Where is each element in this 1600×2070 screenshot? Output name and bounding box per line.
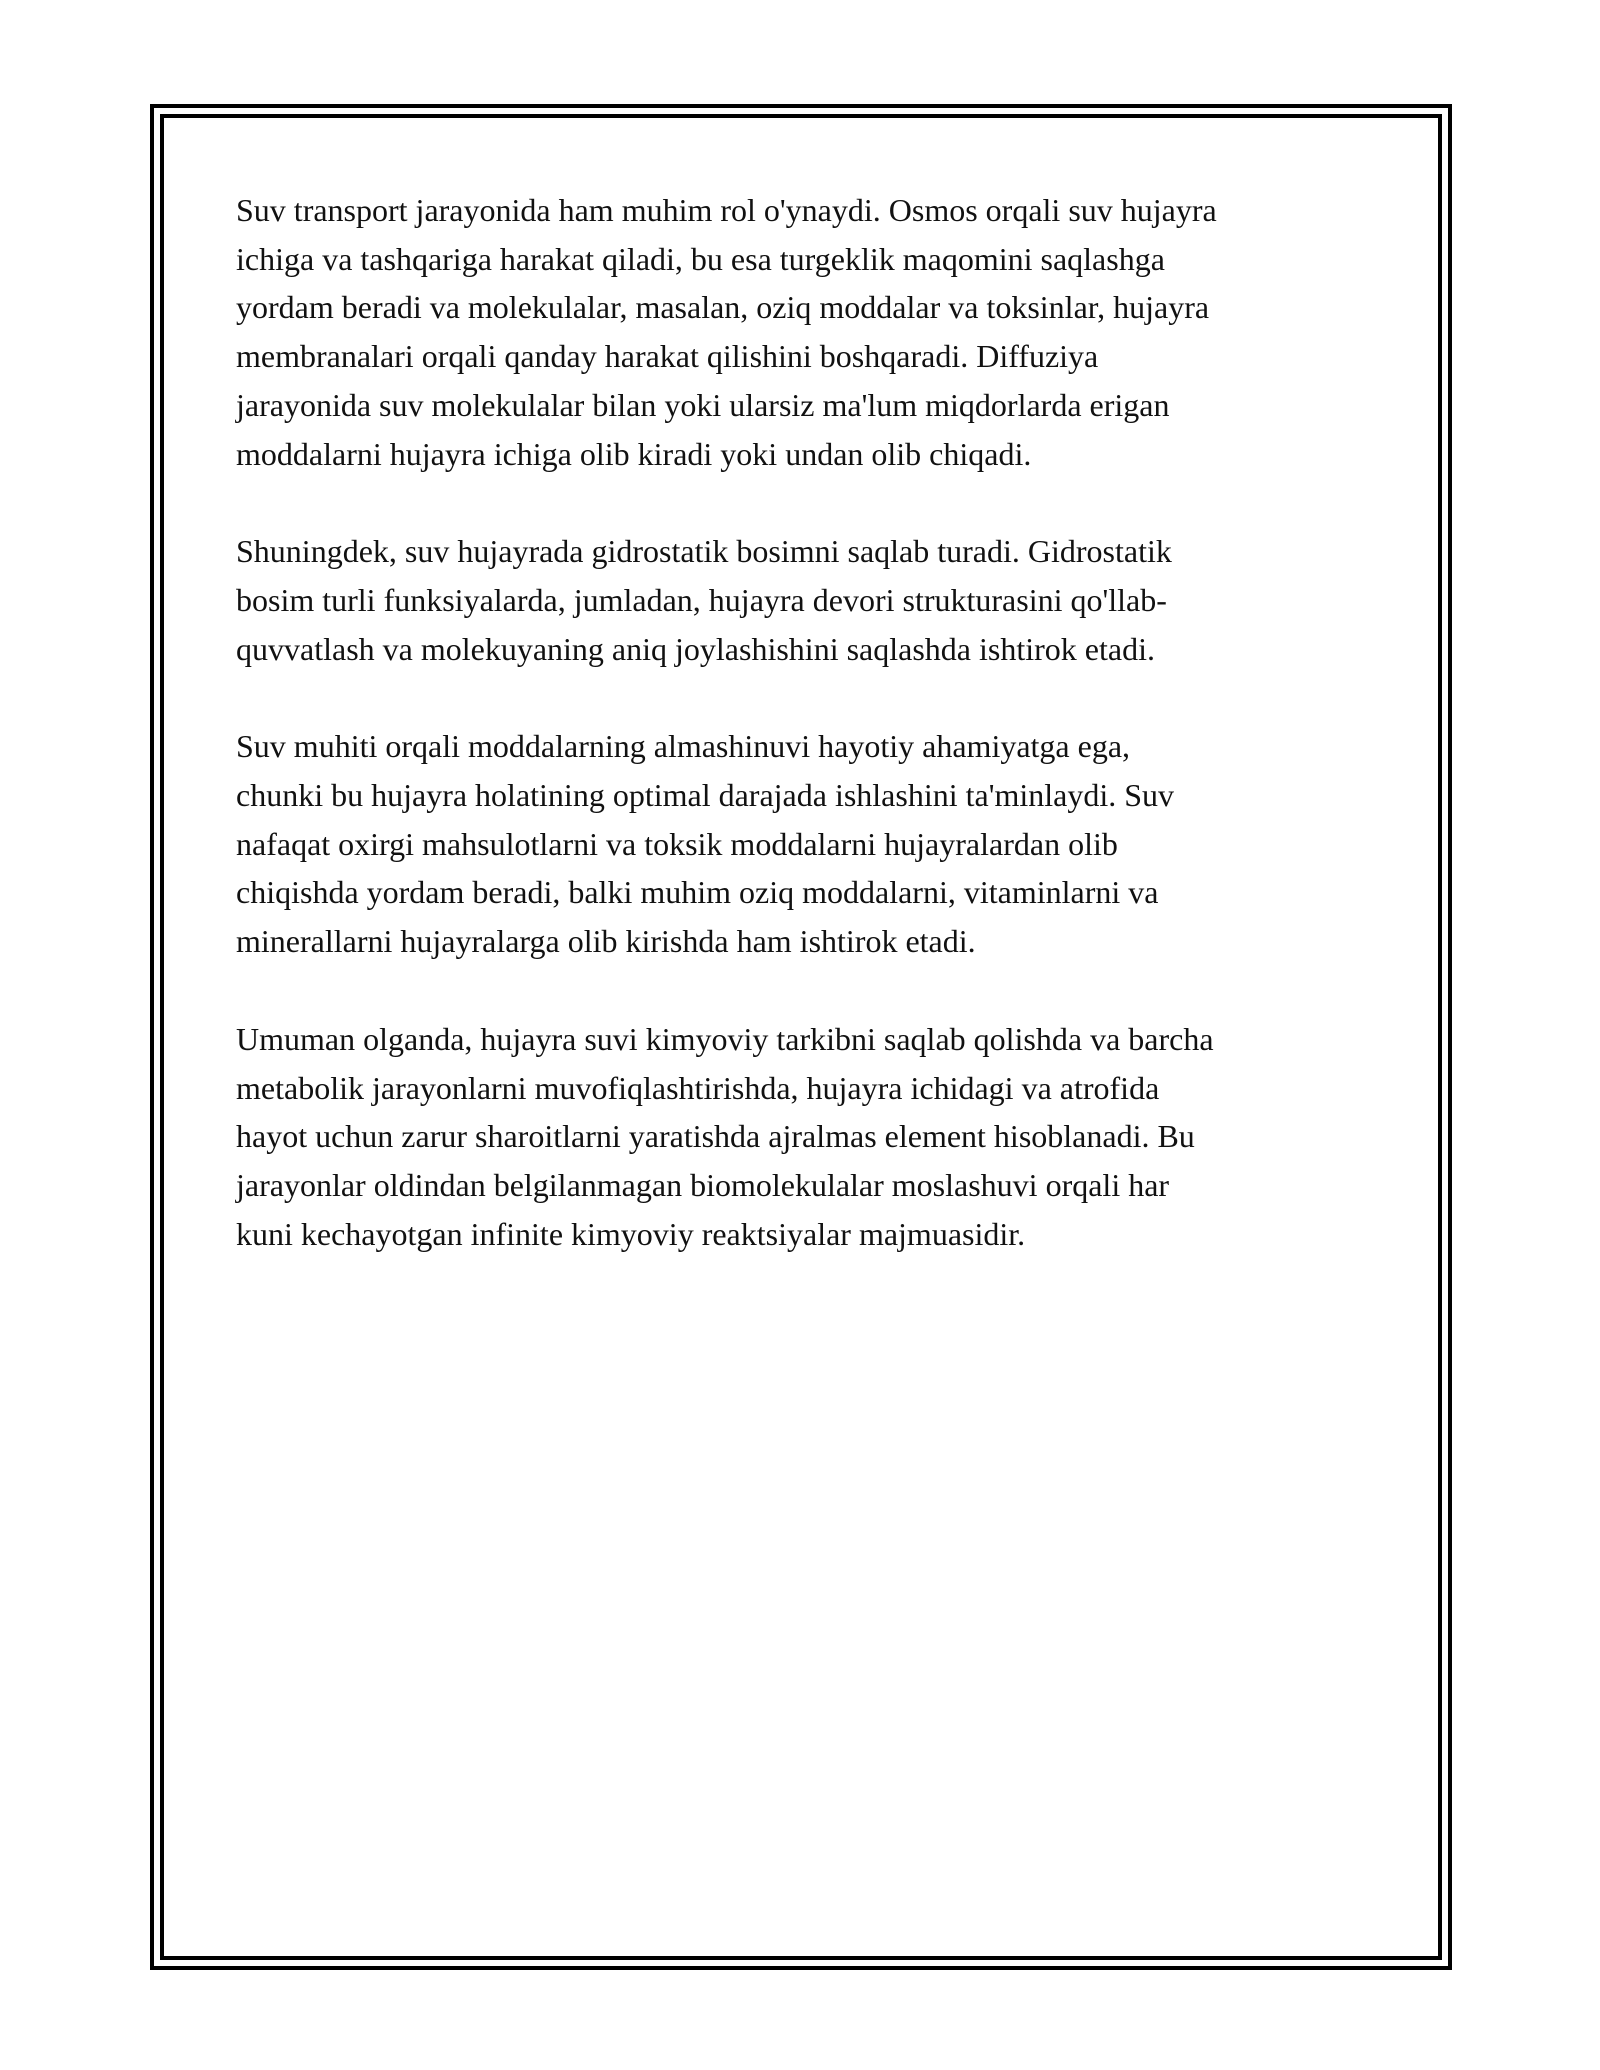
paragraph-1: Suv transport jarayonida ham muhim rol o'ynaydi. Osmos orqali suv hujayra ichiga va tashqariga harakat qiladi, bu esa turgeklik maqomini saqlashga yordam beradi va molekulalar, masalan, oziq moddalar va toksinlar, hujayra membranalari orqali qanday harakat qilishini boshqaradi. Diffuziya jarayonida suv molekulalar bilan yoki ularsiz ma'lum miqdorlarda erigan moddalarni hujayra ichiga olib kiradi yoki undan olib chiqadi.: [236, 192, 1217, 472]
paragraph-3: Suv muhiti orqali moddalarning almashinuvi hayotiy ahamiyatga ega, chunki bu hujayra holatining optimal darajada ishlashini ta'minlaydi. Suv nafaqat oxirgi mahsulotlarni va toksik moddalarni hujayralardan olib chiqishda yordam beradi, balki muhim oziq moddalarni, vitaminlarni va minerallarni hujayralarga olib kirishda ham ishtirok etadi.: [236, 728, 1175, 960]
paragraph-2: Shuningdek, suv hujayrada gidrostatik bosimni saqlab turadi. Gidrostatik bosim turli funksiyalarda, jumladan, hujayra devori strukturasini qo'llab- quvvatlash va molekuyaning aniq joylashishini saqlashda ishtirok etadi.: [236, 533, 1172, 667]
document-body: [236, 186, 1376, 1307]
paragraph-4: Umuman olganda, hujayra suvi kimyoviy tarkibni saqlab qolishda va barcha metabolik jarayonlarni muvofiqlashtirishda, hujayra ichidagi va atrofida hayot uchun zarur sharoitlarni yaratishda ajralmas element hisoblanadi. Bu jarayonlar oldindan belgilanmagan biomolekulalar moslashuvi orqali har kuni kechayotgan infinite kimyoviy reaktsiyalar majmuasidir.: [236, 1020, 1214, 1252]
